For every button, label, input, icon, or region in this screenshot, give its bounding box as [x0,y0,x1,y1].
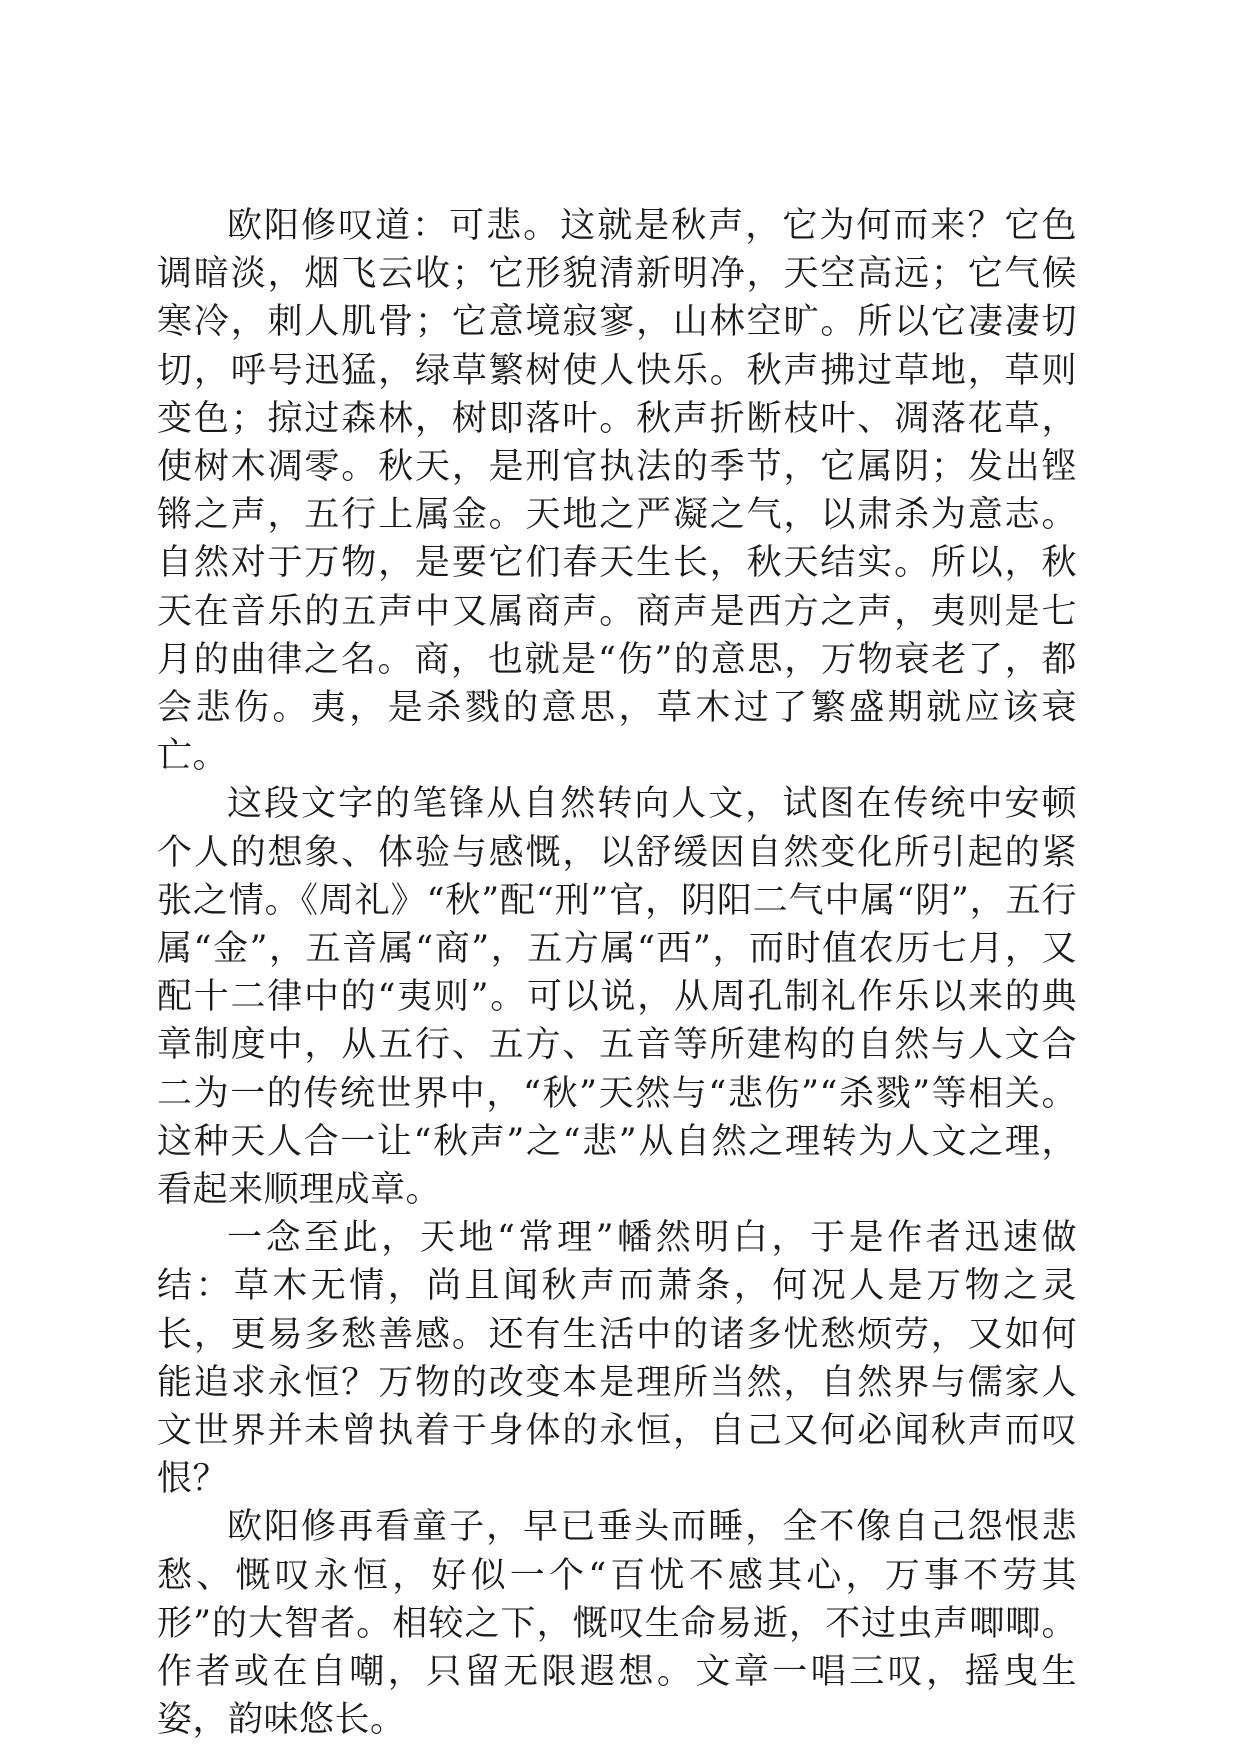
paragraph-2: 这段文字的笔锋从自然转向人文，试图在传统中安顿个人的想象、体验与感慨，以舒缓因自然变化所引起的紧张之情。《周礼》“秋”配“刑”官，阴阳二气中属“阴”，五行属“金”，五音属“商”，五方属“西”，而时值农历七月，又配十二律中的“夷则”。可以说，从周孔制礼作乐以来的典章制度中，从五行、五方、五音等所建构的自然与人文合二为一的传统世界中，“秋”天然与“悲伤”“杀戮”等相关。这种天人合一让“秋声”之“悲”从自然之理转为人文之理，看起来顺理成章。 [157,784,1077,1211]
paragraph-4: 欧阳修再看童子，早已垂头而睡，全不像自己怨恨悲愁、慨叹永恒，好似一个“百忧不感其心，万事不劳其形”的大智者。相较之下，慨叹生命易逝，不过虫声唧唧。作者或在自嘲，只留无限遐想。文章一唱三叹，摇曳生姿，韵味悠长。 [157,1507,1077,1741]
paragraph-3: 一念至此，天地“常理”幡然明白，于是作者迅速做结：草木无情，尚且闻秋声而萧条，何况人是万物之灵长，更易多愁善感。还有生活中的诸多忧愁烦劳，又如何能追求永恒？万物的改变本是理所当然，自然界与儒家人文世界并未曾执着于身体的永恒，自己又何必闻秋声而叹恨？ [157,1218,1077,1500]
paragraph-1: 欧阳修叹道：可悲。这就是秋声，它为何而来？它色调暗淡，烟飞云收；它形貌清新明净，天空高远；它气候寒冷，刺人肌骨；它意境寂寥，山林空旷。所以它凄凄切切，呼号迅猛，绿草繁树使人快乐。秋声拂过草地，草则变色；掠过森林，树即落叶。秋声折断枝叶、凋落花草，使树木凋零。秋天，是刑官执法的季节，它属阴；发出铿锵之声，五行上属金。天地之严凝之气，以肃杀为意志。自然对于万物，是要它们春天生长，秋天结实。所以，秋天在音乐的五声中又属商声。商声是西方之声，夷则是七月的曲律之名。商，也就是“伤”的意思，万物衰老了，都会悲伤。夷，是杀戮的意思，草木过了繁盛期就应该衰亡。 [157,206,1077,777]
essay-body [157,202,1077,1745]
